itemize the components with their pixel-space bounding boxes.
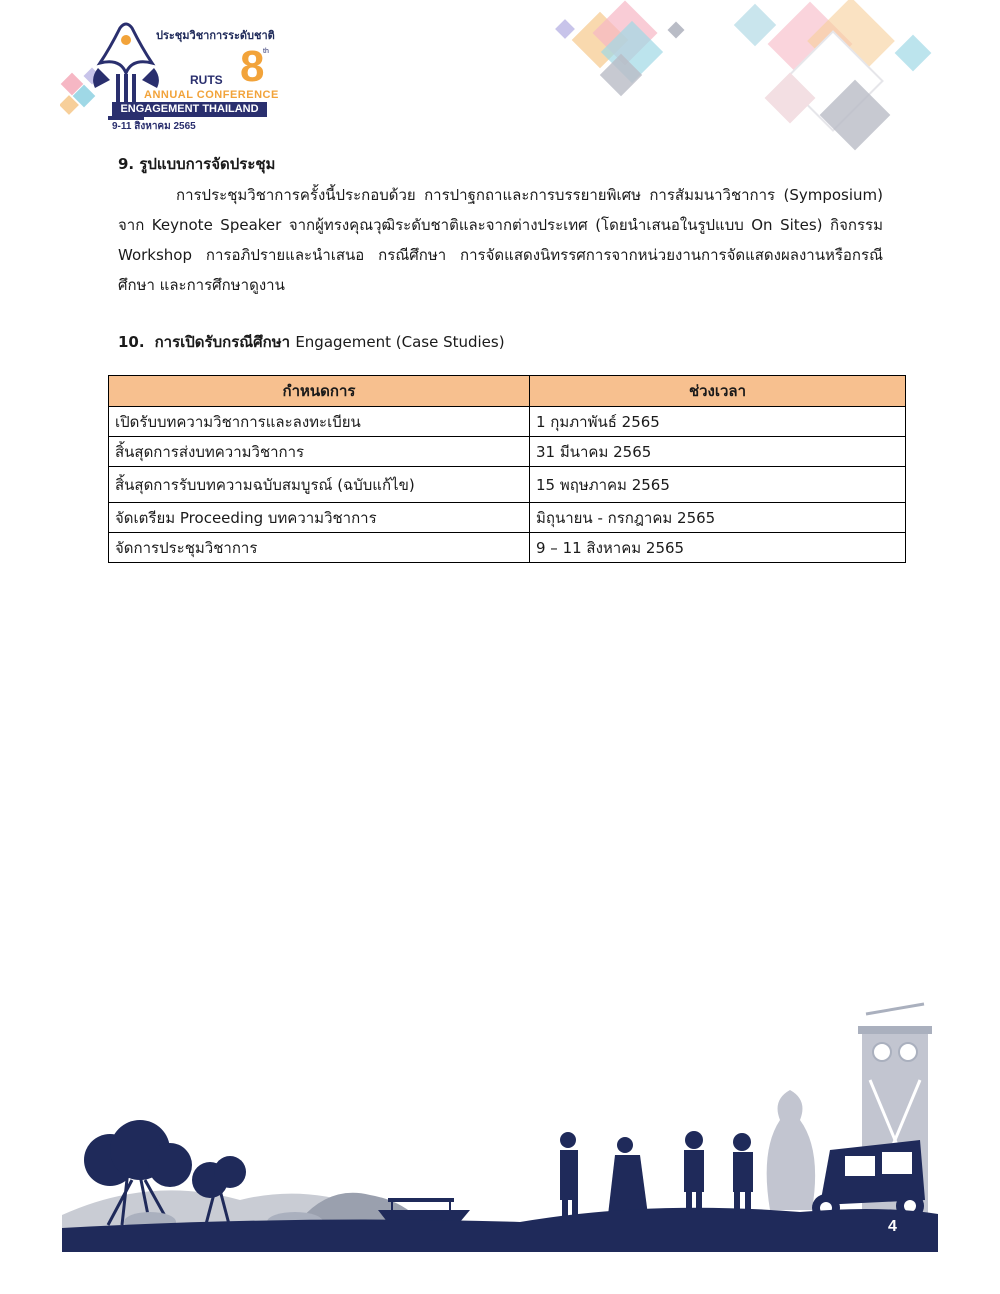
table-row [109, 533, 906, 563]
table-cell-date: มิถุนายน - กรกฎาคม 2565 [530, 503, 906, 533]
logo-dates: 9-11 สิงหาคม 2565 [112, 121, 196, 132]
section-10-title-text: การเปิดรับกรณีศึกษา [154, 333, 291, 351]
table-cell-date: 1 กุมภาพันธ์ 2565 [530, 407, 906, 437]
table-cell-event: เปิดรับบทความวิชาการและลงทะเบียน [109, 407, 530, 437]
header-period: ช่วงเวลา [530, 376, 906, 407]
schedule-table [108, 375, 906, 563]
table-row [109, 407, 906, 437]
table-cell-event: จัดการประชุมวิชาการ [109, 533, 530, 563]
section-10-title [118, 330, 883, 354]
table-cell-date: 15 พฤษภาคม 2565 [530, 467, 906, 503]
table-row [109, 503, 906, 533]
footer-illustration [0, 1000, 1000, 1260]
table-cell-date: 9 – 11 สิงหาคม 2565 [530, 533, 906, 563]
logo-annual-conference: ANNUAL CONFERENCE [144, 89, 279, 101]
logo-engagement-thailand: ENGAGEMENT THAILAND [112, 102, 267, 117]
table-cell-event: สิ้นสุดการรับบทความฉบับสมบูรณ์ (ฉบับแก้ไข) [109, 467, 530, 503]
table-header-row [109, 376, 906, 407]
table-row [109, 437, 906, 467]
page-number: 4 [888, 1218, 897, 1235]
section-10-title-rest: Engagement (Case Studies) [295, 333, 505, 351]
table-cell-event: จัดเตรียม Proceeding บทความวิชาการ [109, 503, 530, 533]
logo-conference-title: ประชุมวิชาการระดับชาติ [156, 30, 275, 42]
logo-edition-suffix: th [263, 48, 269, 55]
logo-edition-number: 8 [240, 42, 265, 91]
table-cell-event: สิ้นสุดการส่งบทความวิชาการ [109, 437, 530, 467]
table-row [109, 467, 906, 503]
statue-icon [767, 1090, 815, 1210]
table-cell-date: 31 มีนาคม 2565 [530, 437, 906, 467]
section-10-number: 10. [118, 333, 145, 351]
conference-logo [60, 18, 279, 133]
section-9-title: 9. รูปแบบการจัดประชุม [118, 155, 276, 173]
header-schedule: กำหนดการ [109, 376, 530, 407]
header-diamond-decoration [540, 0, 940, 170]
logo-ruts: RUTS [190, 73, 223, 87]
section-9-body: การประชุมวิชาการครั้งนี้ประกอบด้วย การปาฐกถาและการบรรยายพิเศษ การสัมมนาวิชาการ (Symposium) จาก Keynote Speaker จากผู้ทรงคุณวุฒิระดับชาติและจากต่างประเทศ (โดยนำเสนอในรูปแบบ On Sites) กิจกรรม Workshop การอภิปรายและนำเสนอ กรณีศึกษา การจัดแสดงนิทรรศการจากหน่วยงานการจัดแสดงผลงานหรือกรณีศึกษา และการศึกษาดูงาน [118, 186, 883, 294]
